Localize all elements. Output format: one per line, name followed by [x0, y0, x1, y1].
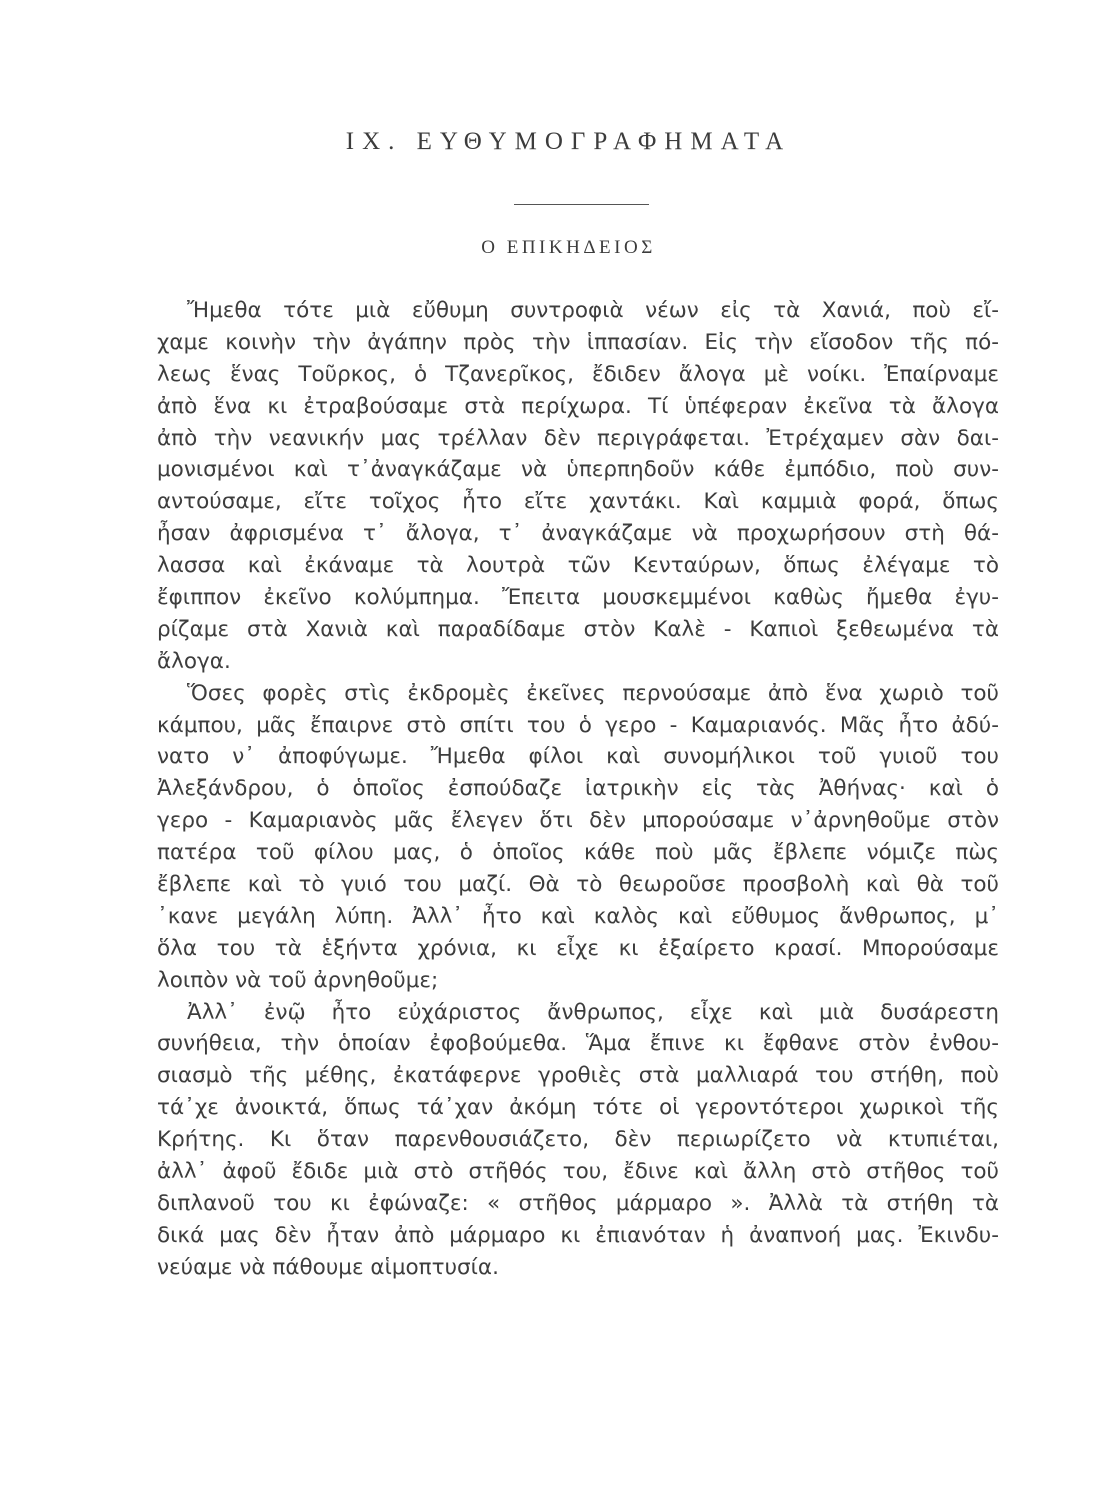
text-line: λασσα καὶ ἐκάναμε τὰ λουτρὰ τῶν Κενταύρων, ὅπως ἐλέγαμε τὸ — [157, 553, 999, 579]
text-line: ἄλογα. — [157, 648, 231, 674]
text-line: χαμε κοινὴν τὴν ἀγάπην πρὸς τὴν ἱππασίαν. Εἰς τὴν εἴσοδον τῆς πό- — [157, 329, 999, 355]
text-line: ἦσαν ἀφρισμένα τ᾿ ἄλογα, τ᾿ ἀναγκάζαμε νὰ προχωρήσουν στὴ θά- — [157, 521, 999, 547]
body-text — [157, 295, 999, 1284]
title-divider — [514, 204, 649, 205]
section-title: Ο ΕΠΙΚΗΔΕΙΟΣ — [481, 237, 656, 258]
text-line: νατο ν᾿ ἀποφύγωμε. Ἤμεθα φίλοι καὶ συνομήλικοι τοῦ γυιοῦ του — [157, 744, 999, 770]
text-line: ἔβλεπε καὶ τὸ γυιό του μαζί. Θὰ τὸ θεωροῦσε προσβολὴ καὶ θὰ τοῦ — [157, 872, 999, 898]
text-line: ἀπὸ τὴν νεανικήν μας τρέλλαν δὲν περιγράφεται. Ἐτρέχαμεν σὰν δαι- — [157, 425, 999, 451]
paragraph — [157, 997, 999, 1284]
text-line: λεως ἕνας Τοῦρκος, ὁ Τζανερῖκος, ἔδιδεν ἄλογα μὲ νοίκι. Ἐπαίρναμε — [157, 361, 999, 387]
text-line: γερο - Καμαριανὸς μᾶς ἔλεγεν ὅτι δὲν μπορούσαμε ν᾿ἀρνηθοῦμε στὸν — [157, 808, 999, 834]
text-line: πατέρα τοῦ φίλου μας, ὁ ὁποῖος κάθε ποὺ μᾶς ἔβλεπε νόμιζε πὼς — [157, 840, 999, 866]
text-line: διπλανοῦ του κι ἐφώναζε: « στῆθος μάρμαρο ». Ἀλλὰ τὰ στήθη τὰ — [157, 1190, 999, 1216]
text-line: αντούσαμε, εἴτε τοῖχος ἦτο εἴτε χαντάκι. Καὶ καμμιὰ φορά, ὅπως — [157, 489, 999, 515]
text-line: μονισμένοι καὶ τ᾿ἀναγκάζαμε νὰ ὑπερπηδοῦν κάθε ἐμπόδιο, ποὺ συν- — [157, 457, 999, 483]
paragraph — [157, 678, 999, 997]
text-line: ἔφιππον ἐκεῖνο κολύμπημα. Ἔπειτα μουσκεμμένοι καθὼς ἤμεθα ἐγυ- — [157, 585, 999, 611]
text-line: σιασμὸ τῆς μέθης, ἐκατάφερνε γροθιὲς στὰ μαλλιαρά του στήθη, ποὺ — [157, 1063, 999, 1089]
paragraph — [157, 295, 999, 678]
text-line: ὅλα του τὰ ἑξήντα χρόνια, κι εἶχε κι ἐξαίρετο κρασί. Μπορούσαμε — [157, 935, 999, 961]
text-line: κάμπου, μᾶς ἔπαιρνε στὸ σπίτι του ὁ γερο - Καμαριανός. Μᾶς ἦτο ἀδύ- — [157, 712, 999, 738]
text-line: ἀπὸ ἕνα κι ἐτραβούσαμε στὰ περίχωρα. Τί ὑπέφεραν ἐκεῖνα τὰ ἄλογα — [157, 393, 999, 419]
text-line: Κρήτης. Κι ὅταν παρενθουσιάζετο, δὲν περιωρίζετο νὰ κτυπιέται, — [157, 1127, 999, 1153]
chapter-title: IX. ΕΥΘΥΜΟΓΡΑΦΗΜΑΤΑ — [345, 128, 792, 155]
text-line: ᾿κανε μεγάλη λύπη. Ἀλλ᾿ ἦτο καὶ καλὸς καὶ εὔθυμος ἄνθρωπος, μ᾿ — [157, 903, 999, 929]
text-line: τά᾿χε ἀνοικτά, ὅπως τά᾿χαν ἀκόμη τότε οἱ γεροντότεροι χωρικοὶ τῆς — [157, 1095, 999, 1121]
text-line: ρίζαμε στὰ Χανιὰ καὶ παραδίδαμε στὸν Καλὲ - Καπιοὶ ξεθεωμένα τὰ — [157, 616, 999, 642]
text-line: νεύαμε νὰ πάθουμε αἱμοπτυσία. — [157, 1254, 499, 1280]
text-line: Ἤμεθα τότε μιὰ εὔθυμη συντροφιὰ νέων εἰς τὰ Χανιά, ποὺ εἴ- — [187, 298, 999, 323]
text-line: ἀλλ᾿ ἀφοῦ ἔδιδε μιὰ στὸ στῆθός του, ἔδινε καὶ ἄλλη στὸ στῆθος τοῦ — [157, 1159, 999, 1185]
text-line: λοιπὸν νὰ τοῦ ἀρνηθοῦμε; — [157, 967, 439, 993]
text-line: Ὅσες φορὲς στὶς ἐκδρομὲς ἐκεῖνες περνούσαμε ἀπὸ ἕνα χωριὸ τοῦ — [187, 680, 999, 706]
text-line: Ἀλλ᾿ ἐνῷ ἦτο εὐχάριστος ἄνθρωπος, εἶχε καὶ μιὰ δυσάρεστη — [187, 999, 999, 1025]
text-line: δικά μας δὲν ἦταν ἀπὸ μάρμαρο κι ἐπιανόταν ἡ ἀναπνοή μας. Ἐκινδυ- — [157, 1222, 999, 1248]
text-line: Ἀλεξάνδρου, ὁ ὁποῖος ἐσπούδαζε ἰατρικὴν εἰς τὰς Ἀθήνας· καὶ ὁ — [157, 776, 999, 802]
text-line: συνήθεια, τὴν ὁποίαν ἐφοβούμεθα. Ἅμα ἔπινε κι ἔφθανε στὸν ἐνθου- — [157, 1031, 999, 1057]
